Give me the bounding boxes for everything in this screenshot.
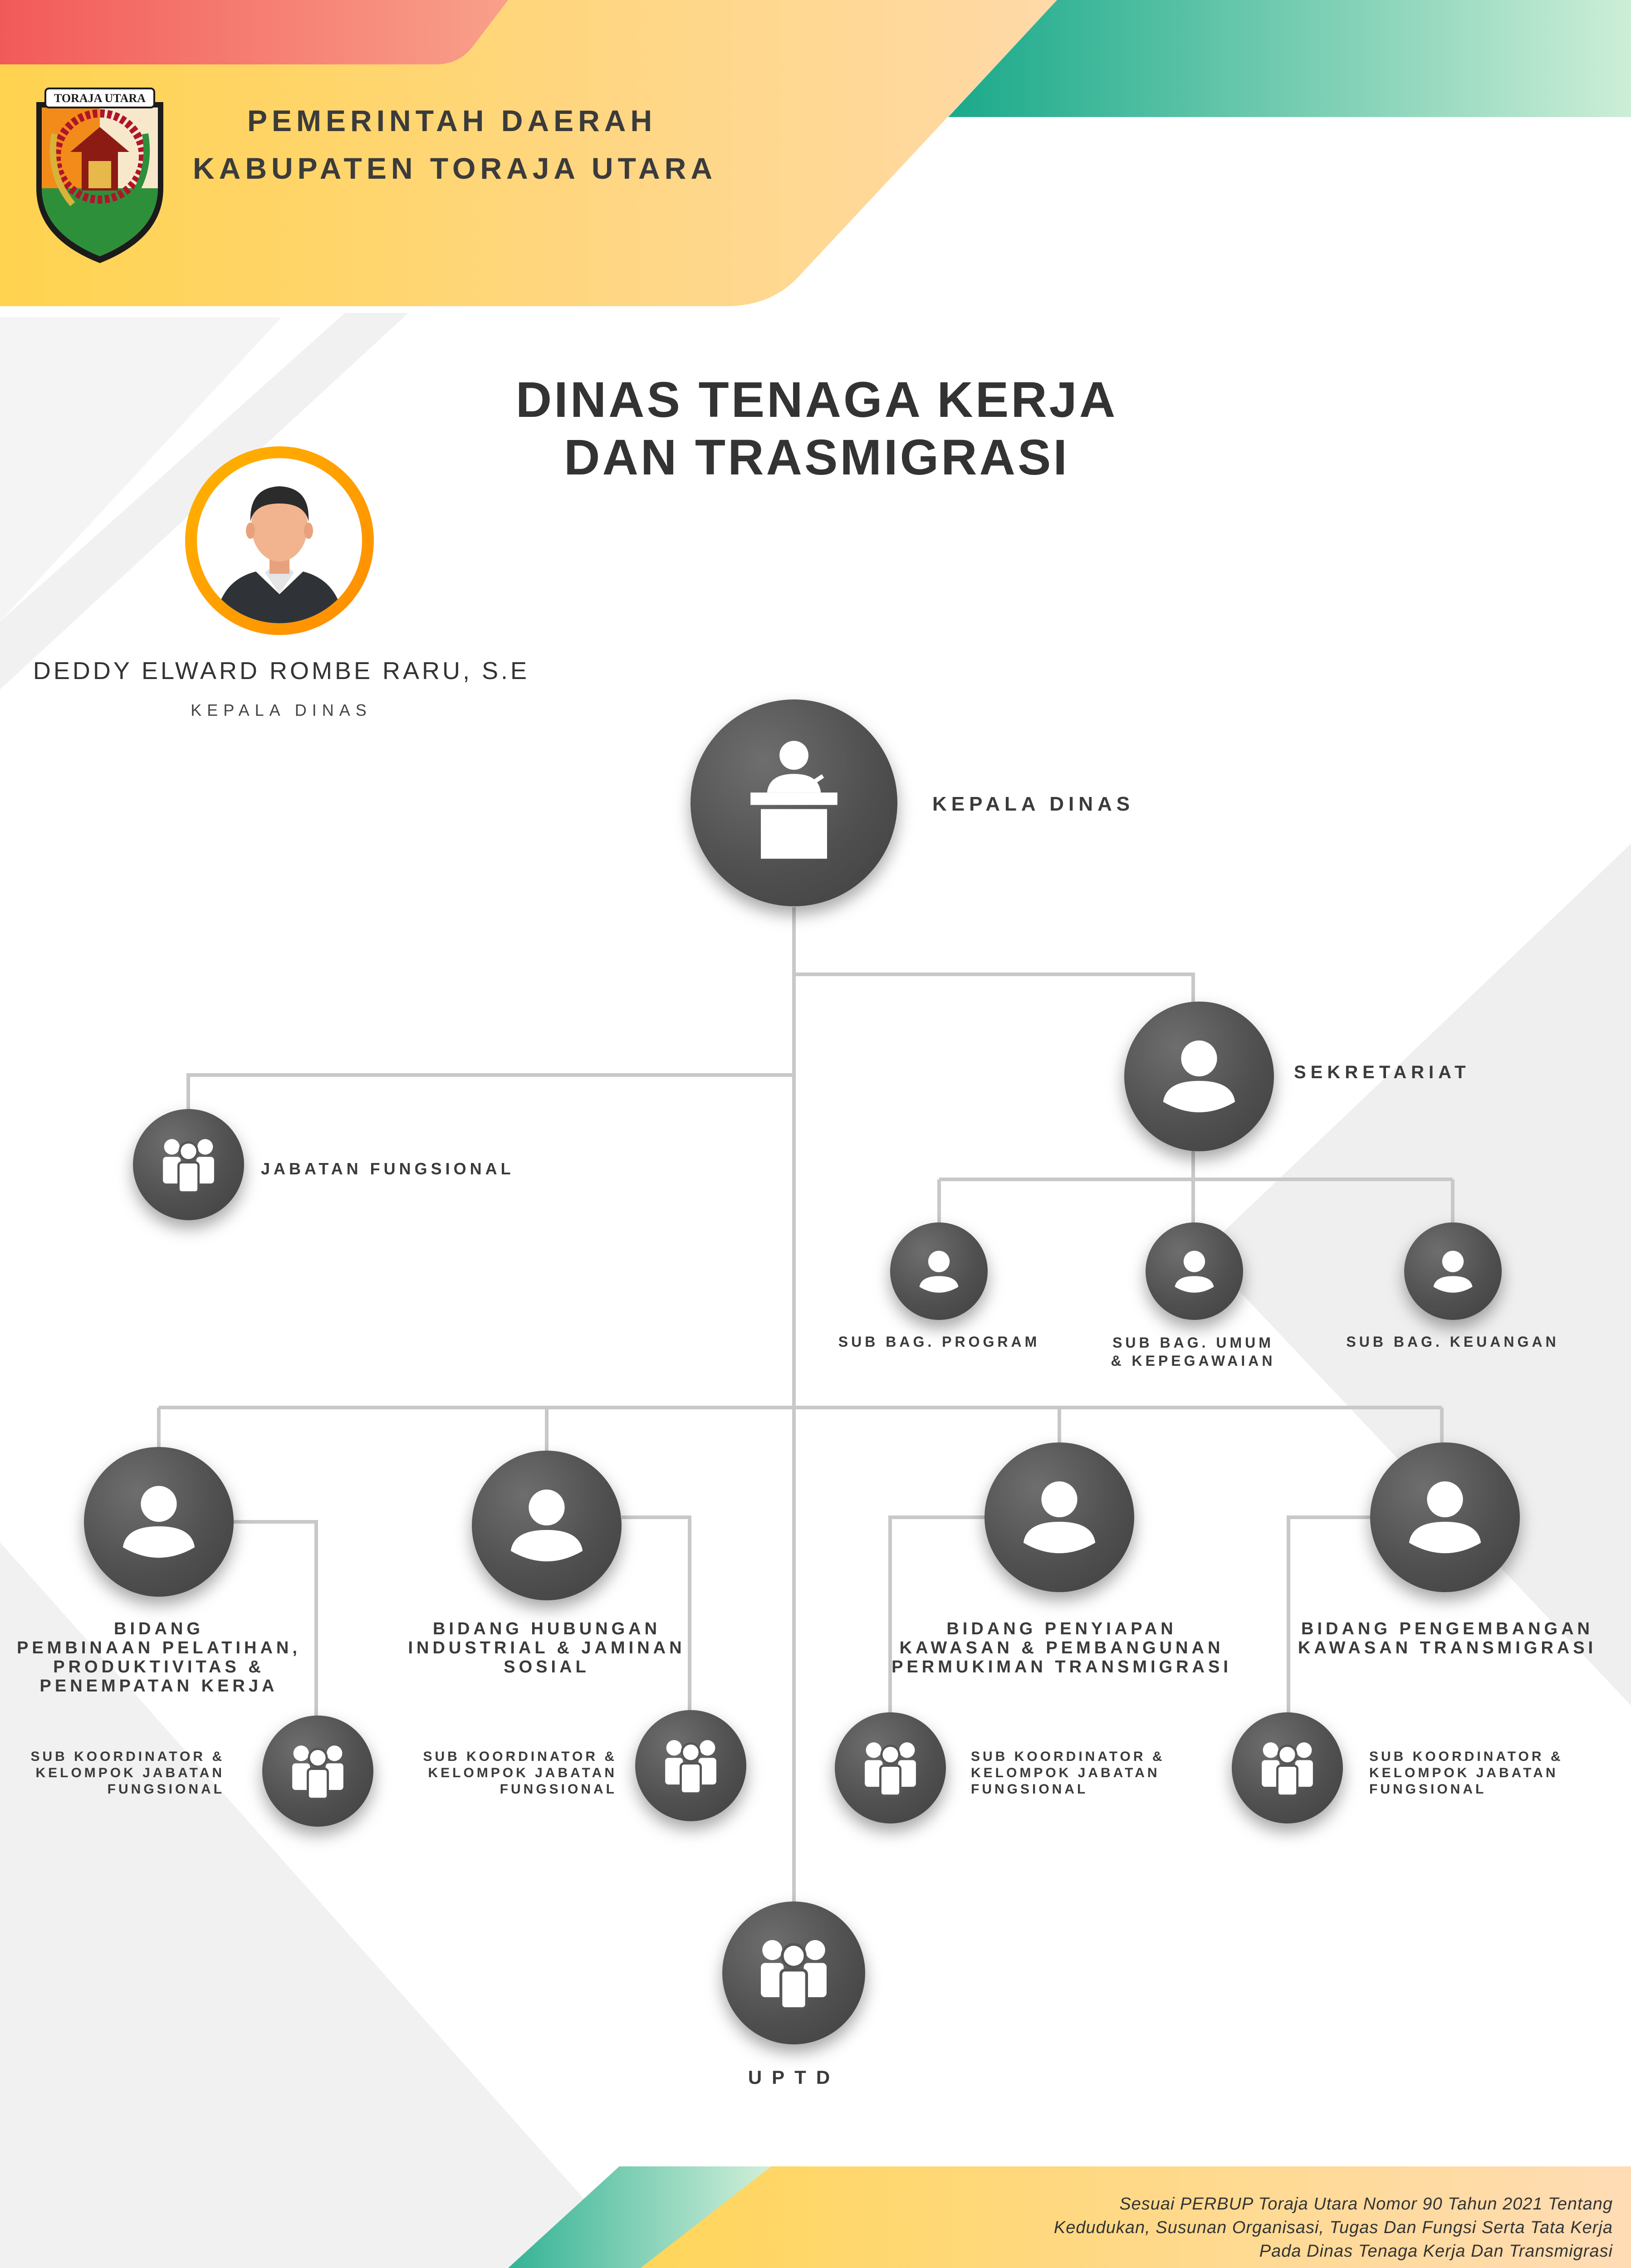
sub-bag-program-node[interactable] (890, 1222, 988, 1320)
sekretariat-label: SEKRETARIAT (1294, 1062, 1470, 1082)
person-icon (1146, 1222, 1243, 1320)
footer-line-1: Sesuai PERBUP Toraja Utara Nomor 90 Tahun 2021 Tentang (1119, 2195, 1613, 2214)
header-line-2: KABUPATEN TORAJA UTARA (193, 152, 717, 185)
group-icon (1232, 1712, 1343, 1823)
emblem-text: TORAJA UTARA (54, 92, 146, 105)
person-icon (890, 1222, 988, 1320)
subkoor-3-node[interactable] (835, 1712, 946, 1823)
person-icon (1370, 1442, 1520, 1592)
group-icon (635, 1710, 746, 1821)
subkoor-2-node[interactable] (635, 1710, 746, 1821)
jabatan-fungsional-node[interactable] (133, 1109, 244, 1220)
bidang-1-label: BIDANG PEMBINAAN PELATIHAN, PRODUKTIVITAS & PENEMPATAN KERJA (17, 1619, 301, 1696)
sub-bag-umum-node[interactable] (1146, 1222, 1243, 1320)
subkoor-1-node[interactable] (262, 1716, 373, 1827)
group-icon (133, 1109, 244, 1220)
bidang-3-label: BIDANG PENYIAPAN KAWASAN & PEMBANGUNAN PERMUKIMAN TRANSMIGRASI (891, 1619, 1232, 1677)
person-icon (472, 1451, 622, 1600)
subkoor-2-label: SUB KOORDINATOR & KELOMPOK JABATAN FUNGSIONAL (423, 1749, 617, 1797)
footer-line-2: Kedudukan, Susunan Organisasi, Tugas Dan Fungsi Serta Tata Kerja (1053, 2218, 1613, 2237)
sub-bag-keuangan-label: SUB BAG. KEUANGAN (1346, 1334, 1559, 1350)
sub-bag-keuangan-node[interactable] (1404, 1222, 1502, 1320)
person-icon (1404, 1222, 1502, 1320)
official-position: KEPALA DINAS (191, 701, 372, 719)
sekretariat-node (1124, 1002, 1274, 1151)
bidang-4-node[interactable] (1370, 1442, 1520, 1592)
header-line-1: PEMERINTAH DAERAH (247, 104, 657, 137)
page-title-line-1: DINAS TENAGA KERJA (515, 372, 1118, 428)
page-title-line-2: DAN TRASMIGRASI (564, 430, 1069, 485)
group-icon (262, 1716, 373, 1827)
toraja-utara-emblem (27, 84, 172, 265)
official-avatar (185, 446, 374, 635)
uptd-label: UPTD (748, 2067, 840, 2088)
subkoor-1-label: SUB KOORDINATOR & KELOMPOK JABATAN FUNGSIONAL (30, 1749, 225, 1797)
jabatan-fungsional-label: JABATAN FUNGSIONAL (261, 1159, 514, 1178)
bidang-2-node[interactable] (472, 1451, 622, 1600)
subkoor-4-label: SUB KOORDINATOR & KELOMPOK JABATAN FUNGSIONAL (1369, 1749, 1563, 1797)
person-icon (984, 1442, 1134, 1592)
group-icon (835, 1712, 946, 1823)
sub-bag-program-label: SUB BAG. PROGRAM (838, 1334, 1040, 1350)
bidang-1-node[interactable] (84, 1447, 234, 1597)
uptd-node[interactable] (722, 1901, 865, 2044)
official-portrait-icon (197, 458, 362, 623)
subkoor-4-node[interactable] (1232, 1712, 1343, 1823)
footer-line-3: Pada Dinas Tenaga Kerja Dan Transmigrasi (1259, 2242, 1613, 2261)
kepala-dinas-label: KEPALA DINAS (932, 793, 1135, 815)
bidang-3-node[interactable] (984, 1442, 1134, 1592)
subkoor-3-label: SUB KOORDINATOR & KELOMPOK JABATAN FUNGSIONAL (971, 1749, 1165, 1797)
official-name: DEDDY ELWARD ROMBE RARU, S.E (33, 657, 530, 684)
sub-bag-umum-label: SUB BAG. UMUM & KEPEGAWAIAN (1111, 1334, 1276, 1369)
group-icon (722, 1901, 865, 2044)
person-icon (84, 1447, 234, 1597)
person-icon (1124, 1002, 1274, 1151)
bidang-2-label: BIDANG HUBUNGAN INDUSTRIAL & JAMINAN SOSIAL (408, 1619, 686, 1677)
podium-speaker-icon (691, 699, 897, 906)
bidang-4-label: BIDANG PENGEMBANGAN KAWASAN TRANSMIGRASI (1298, 1619, 1597, 1657)
kepala-dinas-node (691, 699, 897, 906)
